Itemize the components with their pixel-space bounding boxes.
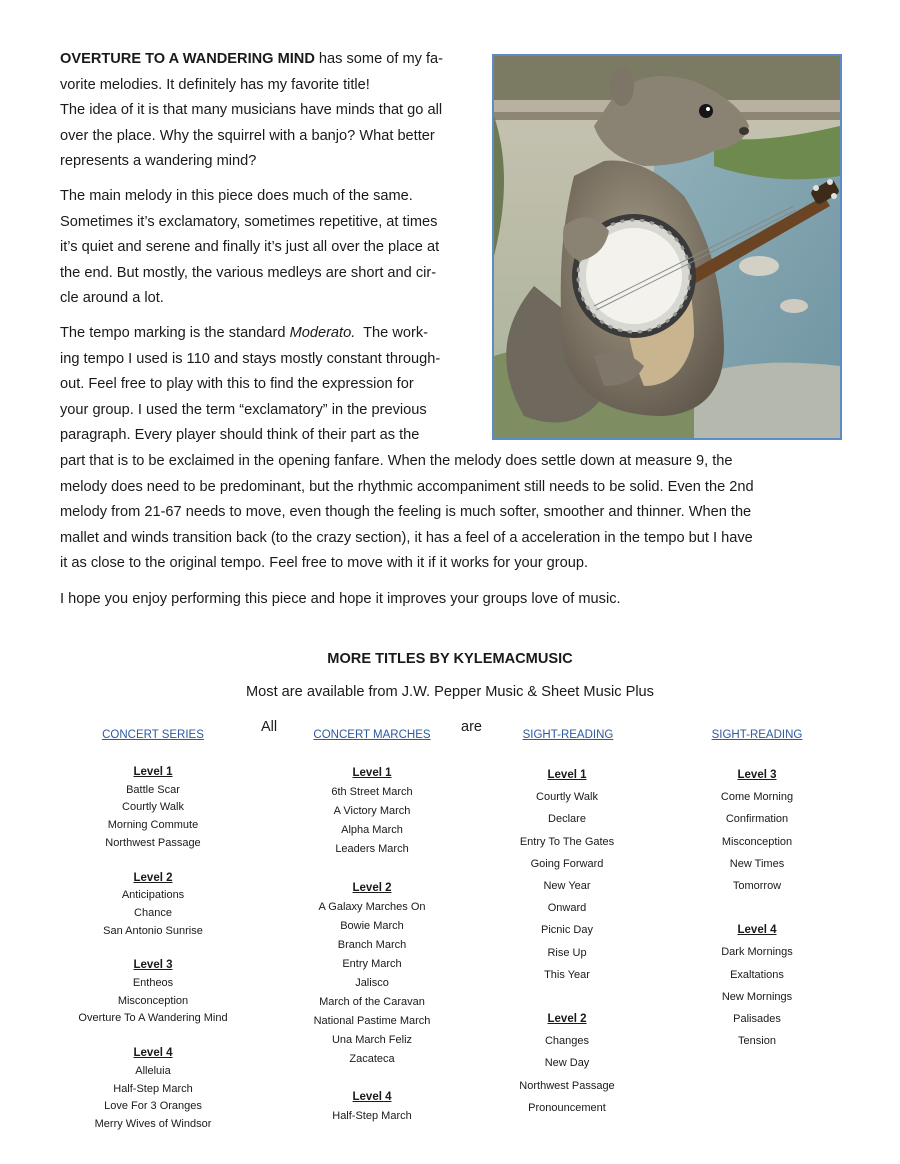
title-item: Courtly Walk <box>536 791 598 804</box>
sight-reading-link-2[interactable]: SIGHT-READING <box>711 729 803 741</box>
title-item: Pronouncement <box>528 1101 606 1114</box>
title-item: Declare <box>548 813 586 826</box>
title-item: March of the Caravan <box>319 996 425 1008</box>
p1-line: over the place. Why the squirrel with a banjo? What better <box>60 127 435 144</box>
title-item: Leaders March <box>335 843 409 855</box>
more-titles-heading: MORE TITLES BY KYLEMACMUSIC <box>327 651 573 667</box>
title-item: Tension <box>738 1035 776 1048</box>
title-item: Courtly Walk <box>122 801 184 814</box>
sight-reading-list-1 <box>467 764 667 1119</box>
p3-full-line: it as close to the original tempo. Feel free to move with it if it works for your group. <box>60 555 589 572</box>
title-item: Rise Up <box>547 946 587 959</box>
title-item: Alpha March <box>341 824 403 836</box>
p1-line: represents a wandering mind? <box>60 153 257 170</box>
title-item: New Times <box>729 857 785 870</box>
p3-full-line: melody does need to be predominant, but the rhythmic accompaniment still needs to be solid. Even the 2nd <box>60 478 754 495</box>
p3-line-0: The tempo marking is the standard Moderato. The work- <box>60 325 429 341</box>
title-item: Come Morning <box>720 791 794 804</box>
title-item: Zacateca <box>349 1053 395 1065</box>
title-item: Half-Step March <box>332 1110 412 1122</box>
title-item: San Antonio Sunrise <box>103 924 203 937</box>
title-item: A Galaxy Marches On <box>318 901 426 913</box>
p3-full-line: mallet and winds transition back (to the crazy section), it has a feel of a acceleration in the tempo but I have <box>60 529 753 546</box>
p3-full-line: melody from 21-67 needs to move, even though the feeling is much softer, smoother and thinner. When the <box>60 504 752 521</box>
title-item: Picnic Day <box>541 924 593 937</box>
level-heading: Level 1 <box>352 767 392 779</box>
title-item: Morning Commute <box>107 819 199 832</box>
title-item: Onward <box>547 902 587 915</box>
title-item: Battle Scar <box>126 783 180 796</box>
p3-line: your group. I used the term “exclamatory” in the previous <box>60 401 427 418</box>
sight-reading-link-1[interactable]: SIGHT-READING <box>522 729 614 741</box>
p3-line: ing tempo I used is 110 and stays mostly constant through- <box>60 350 441 367</box>
intro-paragraph-1 <box>60 47 492 175</box>
intro-paragraph-3 <box>60 321 492 449</box>
p2-line: it’s quiet and serene and finally it’s just all over the place at <box>60 239 440 256</box>
p3-line: paragraph. Every player should think of their part as the <box>60 427 420 444</box>
title-item: Changes <box>544 1035 590 1048</box>
title-item: New Day <box>544 1057 590 1070</box>
title-item: Entry March <box>342 958 402 970</box>
title-item: Entry To The Gates <box>519 835 615 848</box>
title-item: Misconception <box>721 835 793 848</box>
title-item: Anticipations <box>121 889 185 902</box>
title-item: Una March Feliz <box>331 1034 413 1046</box>
level-heading: Level 1 <box>133 766 173 778</box>
piece-title: OVERTURE TO A WANDERING MIND <box>60 51 315 67</box>
title-item: Confirmation <box>725 813 789 826</box>
p2-line: The main melody in this piece does much of the same. <box>60 188 413 204</box>
level-heading: Level 3 <box>133 959 173 972</box>
title-item: Bowie March <box>340 920 404 932</box>
title-item: Overture To A Wandering Mind <box>78 1012 228 1025</box>
title-item: Going Forward <box>530 857 604 870</box>
sight-reading-list-2 <box>657 764 857 1052</box>
title-item: Branch March <box>337 939 407 951</box>
level-heading: Level 4 <box>737 924 777 937</box>
p2-line: Sometimes it’s exclamatory, sometimes repetitive, at times <box>60 213 438 230</box>
title-item: Chance <box>134 906 172 919</box>
title-item: Alleluia <box>135 1064 171 1077</box>
title-item: Tomorrow <box>732 880 782 893</box>
title-item: Half-Step March <box>113 1082 193 1095</box>
title-item: A Victory March <box>333 805 411 817</box>
p1-line: The idea of it is that many musicians have minds that go all <box>60 102 443 119</box>
title-item: New Mornings <box>721 990 793 1003</box>
title-item: Northwest Passage <box>519 1079 615 1092</box>
intro-paragraph-3-continued <box>60 449 850 577</box>
title-item: 6th Street March <box>331 786 413 798</box>
title-item: This Year <box>544 968 590 981</box>
level-heading: Level 2 <box>547 1013 587 1026</box>
title-item: Misconception <box>117 994 189 1007</box>
intro-paragraph-2 <box>60 184 492 312</box>
title-item: Merry Wives of Windsor <box>94 1117 212 1130</box>
p2-line: cle around a lot. <box>60 290 164 307</box>
title-item: New Year <box>543 880 591 893</box>
squirrel-banjo-illustration <box>494 56 840 438</box>
title-item: Love For 3 Oranges <box>104 1100 202 1113</box>
title-item: Palisades <box>733 1013 781 1026</box>
more-titles-subtitle: Most are available from J.W. Pepper Music & Sheet Music Plus <box>246 684 654 700</box>
p2-line: the end. But mostly, the various medleys are short and cir- <box>60 264 437 281</box>
level-heading: Level 1 <box>547 769 587 781</box>
title-item: Northwest Passage <box>105 836 201 849</box>
p1-line: vorite melodies. It definitely has my favorite title! <box>60 76 370 93</box>
intro-paragraph-4: I hope you enjoy performing this piece and hope it improves your groups love of music. <box>60 591 621 607</box>
concert-series-list <box>53 764 253 1134</box>
p3-line: out. Feel free to play with this to find the expression for <box>60 376 414 393</box>
title-item: Entheos <box>132 977 174 990</box>
title-item: Exaltations <box>730 968 784 981</box>
floating-text-are: are <box>461 719 482 735</box>
level-heading: Level 3 <box>737 769 777 781</box>
concert-marches-list <box>272 764 472 1126</box>
level-heading: Level 2 <box>133 871 173 884</box>
floating-text-all: All <box>261 719 278 735</box>
concert-marches-link[interactable]: CONCERT MARCHES <box>313 729 431 741</box>
title-item: Jalisco <box>355 977 389 989</box>
title-item: Dark Mornings <box>721 946 793 959</box>
concert-series-link[interactable]: CONCERT SERIES <box>102 729 204 741</box>
level-heading: Level 2 <box>352 882 392 894</box>
tempo-marking: Moderato. <box>289 325 356 341</box>
title-item: National Pastime March <box>313 1015 431 1027</box>
p3-full-line: part that is to be exclaimed in the opening fanfare. When the melody does settle down at measure 9, the <box>60 453 733 469</box>
squirrel-banjo-photo <box>492 54 842 440</box>
p1-line-0: OVERTURE TO A WANDERING MIND has some of my fa- <box>60 51 444 67</box>
level-heading: Level 4 <box>133 1047 173 1060</box>
level-heading: Level 4 <box>352 1091 392 1103</box>
